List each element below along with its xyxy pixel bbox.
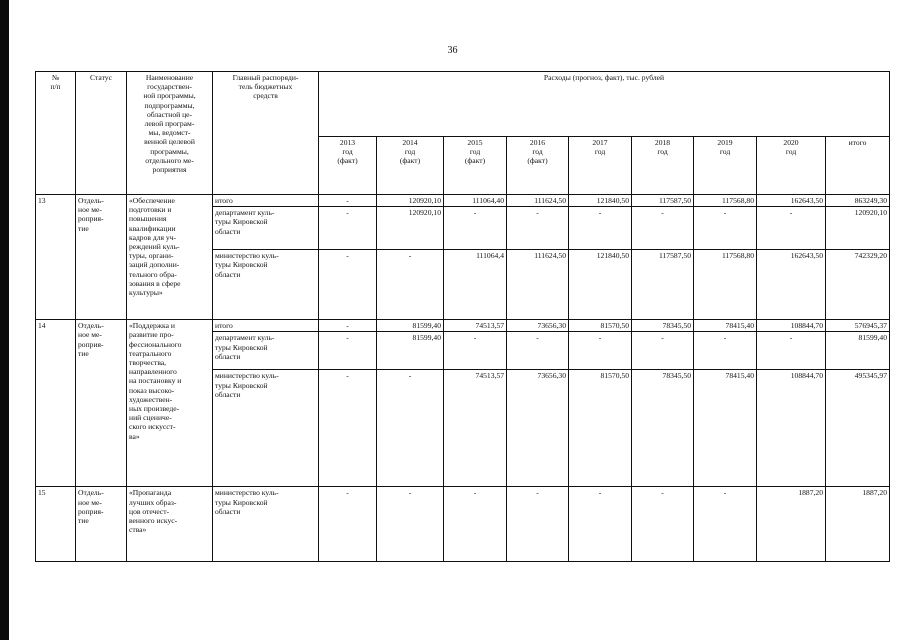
row-year-value: - — [319, 487, 377, 562]
row-year-value: - — [569, 487, 632, 562]
page-number: 36 — [447, 45, 458, 56]
row-year-value: 73656,30 — [507, 370, 569, 487]
row-year-value: 111624,50 — [507, 195, 569, 207]
row-year-value: - — [319, 207, 377, 250]
row-year-value: 78415,40 — [694, 320, 757, 332]
row-year-value: 117568,80 — [694, 250, 757, 320]
row-status: Отдель- ное ме- роприя- тие — [76, 195, 127, 320]
row-admin: итого — [213, 195, 319, 207]
header-year: 2016 год (факт) — [507, 137, 569, 195]
row-total-value: 81599,40 — [826, 332, 890, 370]
row-year-value: 78415,40 — [694, 370, 757, 487]
row-year-value: 74513,57 — [444, 320, 507, 332]
row-year-value: 120920,10 — [377, 195, 444, 207]
row-year-value: - — [569, 332, 632, 370]
row-admin: министерство куль- туры Кировской области — [213, 370, 319, 487]
row-year-value: 111064,4 — [444, 250, 507, 320]
row-admin: итого — [213, 320, 319, 332]
row-year-value: - — [632, 332, 694, 370]
row-year-value: 108844,70 — [757, 320, 826, 332]
row-year-value: 81570,50 — [569, 370, 632, 487]
row-total-value: 1887,20 — [826, 487, 890, 562]
row-year-value: 111624,50 — [507, 250, 569, 320]
row-year-value: 111064,40 — [444, 195, 507, 207]
row-status: Отдель- ное ме- роприя- тие — [76, 320, 127, 487]
header-year: 2013 год (факт) — [319, 137, 377, 195]
row-total-value: 742329,20 — [826, 250, 890, 320]
scan-edge-shadow — [0, 0, 9, 640]
row-year-value: 117587,50 — [632, 195, 694, 207]
row-year-value: 1887,20 — [757, 487, 826, 562]
row-year-value: - — [377, 370, 444, 487]
row-year-value: 81599,40 — [377, 332, 444, 370]
row-year-value: 78345,50 — [632, 370, 694, 487]
row-year-value: - — [319, 195, 377, 207]
header-year: 2014 год (факт) — [377, 137, 444, 195]
row-year-value: - — [319, 320, 377, 332]
row-year-value: 162643,50 — [757, 195, 826, 207]
row-total-value: 120920,10 — [826, 207, 890, 250]
header-year: 2020 год — [757, 137, 826, 195]
row-year-value: 117568,80 — [694, 195, 757, 207]
row-total-value: 576945,37 — [826, 320, 890, 332]
row-number: 14 — [36, 320, 76, 487]
row-year-value: - — [507, 207, 569, 250]
row-year-value: - — [444, 487, 507, 562]
row-admin: министерство куль- туры Кировской области — [213, 250, 319, 320]
header-total: итого — [826, 137, 890, 195]
row-year-value: - — [694, 207, 757, 250]
row-name: «Поддержка и развитие про- фессионального театрального творчества, направленного на постановку и показ высоко- художествен- ных произведе- ний сцениче- ского искусст- ва» — [127, 320, 213, 487]
row-admin: департамент куль- туры Кировской области — [213, 207, 319, 250]
row-year-value: - — [319, 370, 377, 487]
row-year-value: - — [569, 207, 632, 250]
row-year-value: - — [319, 332, 377, 370]
row-status: Отдель- ное ме- роприя- тие — [76, 487, 127, 562]
row-year-value: - — [632, 207, 694, 250]
row-number: 13 — [36, 195, 76, 320]
table-row — [36, 487, 890, 562]
row-name: «Обеспечение подготовки и повышения квалификации кадров для уч- реждений куль- туры, органи- заций дополни- тельного обра- зования в сфере культуры» — [127, 195, 213, 320]
row-year-value: 162643,50 — [757, 250, 826, 320]
row-year-value: 121840,50 — [569, 250, 632, 320]
row-year-value: 121840,50 — [569, 195, 632, 207]
header-num: № п/п — [36, 72, 76, 195]
row-year-value: 81570,50 — [569, 320, 632, 332]
header-name: Наименование государствен- ной программы, подпрограммы, областной це- левой програм- мы, ведомст- венной целевой программы, отдельного ме- роприятия — [127, 72, 213, 195]
row-year-value: - — [632, 487, 694, 562]
row-name: «Пропаганда лучших образ- цов отечест- венного искус- ства» — [127, 487, 213, 562]
header-year: 2018 год — [632, 137, 694, 195]
row-year-value: - — [757, 207, 826, 250]
table-row — [36, 195, 890, 207]
row-year-value: 108844,70 — [757, 370, 826, 487]
row-admin: департамент куль- туры Кировской области — [213, 332, 319, 370]
row-year-value: - — [507, 332, 569, 370]
row-year-value: - — [507, 487, 569, 562]
row-admin: министерство куль- туры Кировской области — [213, 487, 319, 562]
row-year-value: 78345,50 — [632, 320, 694, 332]
row-total-value: 863249,30 — [826, 195, 890, 207]
header-admin: Главный распоряди- тель бюджетных средств — [213, 72, 319, 195]
row-year-value: - — [319, 250, 377, 320]
header-status: Статус — [76, 72, 127, 195]
row-year-value: 117587,50 — [632, 250, 694, 320]
row-total-value: 495345,97 — [826, 370, 890, 487]
header-year: 2015 год (факт) — [444, 137, 507, 195]
header-expenses: Расходы (прогноз, факт), тыс. рублей — [319, 72, 890, 137]
row-year-value: 73656,30 — [507, 320, 569, 332]
row-year-value: 81599,40 — [377, 320, 444, 332]
row-number: 15 — [36, 487, 76, 562]
row-year-value: - — [694, 332, 757, 370]
row-year-value: - — [377, 250, 444, 320]
header-year: 2017 год — [569, 137, 632, 195]
header-row-1 — [36, 72, 890, 137]
row-year-value: 120920,10 — [377, 207, 444, 250]
row-year-value: 74513,57 — [444, 370, 507, 487]
row-year-value: - — [444, 332, 507, 370]
row-year-value: - — [757, 332, 826, 370]
table-row — [36, 320, 890, 332]
expenses-table — [35, 71, 890, 562]
row-year-value: - — [444, 207, 507, 250]
row-year-value: - — [377, 487, 444, 562]
row-year-value: - — [694, 487, 757, 562]
header-year: 2019 год — [694, 137, 757, 195]
